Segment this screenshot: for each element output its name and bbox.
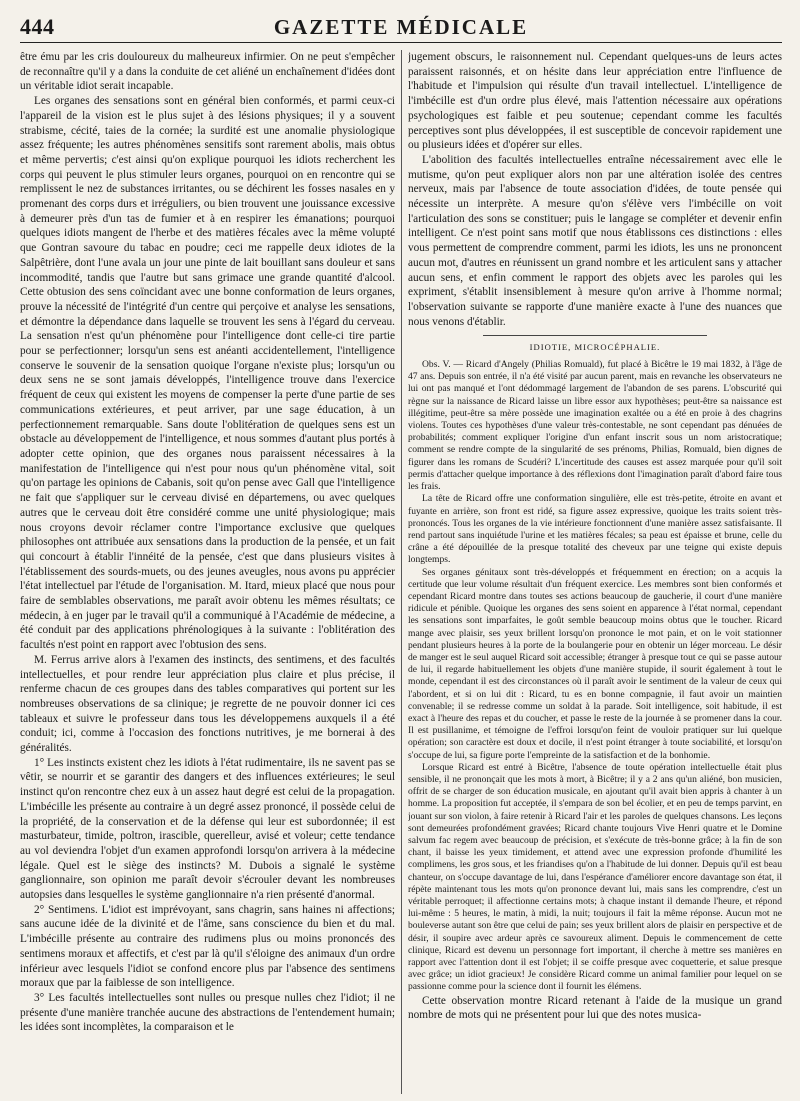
paragraph: M. Ferrus arrive alors à l'examen des instincts, des sentimens, et des facultés intellectuelles, et pour rendre leur appréciation plus claire et plus précise, il renferme chacun de ces groupes dans des tables comparatives qui portent sur les nombreuses observations de sa clinique; je regrette de ne pouvoir donner ici ces tableaux et suivre le professeur dans tous les développemens auxquels il a été conduit; ici, comme à l'occasion des fonctions nutritives, je me bornerai à des généralités. <box>20 653 395 755</box>
text-columns <box>20 50 782 1094</box>
page <box>20 14 782 1094</box>
observation-paragraph: Ses organes génitaux sont très-développés et fréquemment en érection; on a acquis la certitude que leur volume résultait d'un fréquent exercice. Les membres sont bien conformés et cependant Ricard montre dans toutes ses actions beaucoup de gaucherie, il court d'une manière ridicule et pénible. Quoique les organes des sens soient en apparence à l'état normal, cependant les sensations sont imparfaites, le goût semble beaucoup moins obtus que le toucher. Ricard mange avec plaisir, ses yeux brillent lorsqu'on prononce le mot pain, et on le voit stationner pendant plusieurs heures à la porte de la boulangerie pour en obtenir un léger morceau. Le désir de manger est le seul auquel Ricard soit accessible; étranger à presque tout ce qui se passe autour de lui, il regarde habituellement les objets d'une manière stupide, il sourit également à tout le monde, cependant il est des circonstances où il paraît avoir le sentiment de la valeur de ceux qui l'abordent, et si on lui dit : Ricard, tu es en bonne compagnie, il faut avoir un maintien convenable; il se redresse comme un soldat à la parade. Soit intelligence, soit habitude, il est exact à l'heure des repas et du coucher, et passe le reste de la journée à se promener dans la cour. Il est pusillanime, et témoigne de l'effroi lorsqu'on feint de vouloir pratiquer sur lui quelque opération; son caractère est doux et docile, il n'est point étranger à toute sociabilité, et lorsqu'on s'occupe de lui, sa figure porte l'empreinte de la satisfaction et de la bonhomie. <box>408 566 782 761</box>
page-header <box>20 14 782 43</box>
right-column <box>408 50 782 1094</box>
page-number: 444 <box>20 14 55 39</box>
observation-paragraph: Lorsque Ricard est entré à Bicêtre, l'absence de toute opération intellectuelle était plus sensible, il ne prononçait que les mots à mort, à Bicêtre; il y a 2 ans qu'un aliéné, bon musicien, offrit de se charger de son éducation musicale, en ajoutant qu'il avait bien appris à chanter à un homme. La proposition fut acceptée, il s'empara de son bel écolier, et en peu de temps parvint, en jouant sur son violon, à faire retenir à Ricard l'air et les paroles de quelques chansons. Les leçons sont demeurées profondément gravées; Ricard chante toujours Vive Henri quatre et le Domine salvum fac regem avec beaucoup de précision, et s'exécute de très-bonne grâce; à la fin de son chant, il baisse les yeux timidement, et attend avec une expression profonde d'humilité les complimens, les gros sous, et les friandises qu'on a l'habitude de lui donner. Depuis qu'il est beau chanteur, on s'occupe davantage de lui, dans l'espérance d'améliorer encore davantage son état, il répète maintenant tous les mots qu'on prononce devant lui, mais sans les comprendre, c'est un véritable perroquet; il affectionne certains mots; à chaque instant il demande l'heure, et répond lui-même : 5 heures, le matin, à midi, la nuit; toujours il fait la même réponse. Aucun mot ne bouleverse autant son être que celui de pain; ses yeux brillent alors de plaisir en perspective et de désir, il soupire avec ardeur après ce savoureux aliment. Depuis le commencement de cette clinique, Ricard est devenu un personnage fort important, il cherche à mettre ses manières en rapport avec l'attention dont il est l'objet; il se coiffe presque avec coquetterie, et salue presque avec grâce; un idiot gracieux! Je considère Ricard comme un animal familier pour lequel on se passionne comme pour la science dont il fournit les élémens. <box>408 761 782 993</box>
left-column <box>20 50 395 1094</box>
paragraph: Les organes des sensations sont en général bien conformés, et parmi ceux-ci l'appareil de la vision est le plus sujet à des lésions physiques; il y a souvent strabisme, cécité, taies de la cornée; la surdité est une anomalie physiologique assez fréquente; les autres phénomènes sensitifs sont rarement abolis, mais obtus et même pervertis; c'est ainsi qu'on explique pourquoi les idiots recherchent les corps qui peuvent le plus stimuler leurs organes, pourquoi on en rencontre qui se remplissent le nez de substances irritantes, ou se déchirent les fosses nasales en y promenant des corps durs et irréguliers, ou bien trouvent une jouissance excessive à demeurer près d'un tas de fumier et à en respirer les émanations; pourquoi quelques idiots mangent de l'herbe et des matières fécales avec la même volupté que Gontran savoure du tabac en poudre; ceci me rappelle deux idiotes de la Salpêtrière, dont l'une avala un jour une pinte de lait bouillant sans douleur et sans incommodité, tandis que l'autre but sans grimace une grande quantité d'alcool. Cette obtusion des sens coïncidant avec une bonne conformation de leurs organes, prouve la nécessité de l'intégrité d'un centre qui perçoive et analyse les sensations, et démontre la dépendance dans laquelle se trouvent les sens à l'égard du cerveau. La sensation n'est qu'un phénomène pour l'intelligence dont celle-ci tire partie pour se perfectionner; lorsqu'un sens est anéanti accidentellement, l'intelligence conserve le souvenir de la sensation quoique l'organe n'existe plus; lorsqu'un ou deux sens ne se sont jamais développés, l'intelligence trouve dans l'exercice fréquent de ceux qui existent les moyens de compenser la perte d'une partie de ses communications extérieures, et peut arriver, par une sage éducation, à un perfectionnement remarquable. Sans doute l'oblitération de quelques sens est un obstacle au développement de l'intelligence, et nous sommes d'autant plus portés à adopter cette opinion, que des organes nous paraissent nécessaires à la manifestation de l'intelligence qui n'est pour nous qu'un phénomène vital, soit qu'on partage les opinions de Cabanis, soit qu'on pense avec Gall que l'intelligence ne fait que s'appliquer sur le cerveau divisé en départemens, ou avec quelques autres que le cerveau doit être considéré comme une unité physiologique; mais nous croyons devoir réclamer contre l'importance exclusive que quelques philosophes ont attribuée aux sensations dans la production de la pensée, et un fait qui concourt à établir l'innéité de la pensée, c'est que dans plusieurs visites à l'établissement des sourds-muets, ou des jeunes aveugles, nous avons pu apprécier l'état intellectuel par l'étude de l'organisation. M. Itard, mieux placé que nous pour faire de semblables observations, me paraît avoir obtenu les mêmes résultats; ce médecin, à en juger par le travail qu'il a communiqué à l'Académie de médecine, a été conduit par des applications phrénologiques à la suivante : l'oblitération des facultés n'est point en rapport avec l'obtusion des sens. <box>20 95 395 652</box>
paragraph: 2° Sentimens. L'idiot est imprévoyant, sans chagrin, sans haines ni affections; sans aucune idée de la divinité et de l'âme, sans conscience du bien et du mal. L'imbécille présente au contraire des rudimens plus ou moins prononcés des sentimens moraux et affectifs, et c'est par là qu'il s'éloigne des animaux d'un ordre inférieur avec lesquels l'idiot se confond encore plus par l'absence des sentimens moraux que par la faiblesse de son intelligence. <box>20 903 395 990</box>
paragraph: L'abolition des facultés intellectuelles entraîne nécessairement avec elle le mutisme, qu'on peut expliquer alors non par une altération isolée des centres nerveux, mais par l'absence de toute association d'idées, de toute pensée qui nécessite un interprète. A mesure qu'on s'élève vers l'imbécille on voit l'articulation des sons se constituer; puis le langage se compléter et devenir enfin intelligent. Ce n'est point sans motif que nous établissons ces distinctions : elles vous permettent de comprendre comment, parmi les idiots, les uns ne prononcent aucun mot, d'autres en réunissent un grand nombre et les articulent sans y attacher aucun sens, et enfin comment le rapport des objets avec les paroles qui les expriment, s'établit insensiblement à mesure qu'on arrive à l'homme normal; l'observation suivante se rapporte d'une manière exacte à l'une des nuances que nous venons d'établir. <box>408 153 782 328</box>
section-heading: IDIOTIE, MICROCÉPHALIE. <box>483 335 707 355</box>
observation-block <box>408 359 782 994</box>
paragraph: jugement obscurs, le raisonnement nul. Cependant quelques-uns de leurs actes paraissent raisonnés, et on hésite dans leur appréciation entre l'influence de l'habitude et l'impulsion qui résulte d'un travail intellectuel. L'intelligence de l'imbécille est d'un ordre plus élevé, mais l'attention nécessaire aux opérations psychologiques est faible et peu soutenue; cependant comme les facultés perceptives sont plus développées, il est susceptible de concevoir rapidement une ou plusieurs idées et d'opérer sur elles. <box>408 51 782 152</box>
paragraph: être ému par les cris douloureux du malheureux infirmier. On ne peut s'empêcher de reconnaître qu'il y a dans la conduite de cet aliéné un enchaînement d'idées dont un véritable idiot serait incapable. <box>20 51 395 93</box>
paragraph: 1° Les instincts existent chez les idiots à l'état rudimentaire, ils ne savent pas se vêtir, se nourrir et se garantir des dangers et des influences extérieures; le seul instinct qu'on rencontre chez eux à un assez haut degré est celui de la propagation. L'imbécille les présente au contraire à un degré assez prononcé, il possède celui de la propriété, de la conservation et de la défense qui leur est subordonnée; il est masturbateur, timide, poltron, irascible, querelleur, avisé et voleur; cette tendance au vol deviendra l'objet d'un examen approfondi lorsqu'on arrivera à la médecine légale. Quel est le siège des instincts? M. Dubois a signalé le système ganglionnaire, son opinion me paraît devoir s'écrouler devant les nombreuses autopsies dans lesquelles le système ganglionnaire n'a rien présenté d'anormal. <box>20 756 395 902</box>
paragraph: 3° Les facultés intellectuelles sont nulles ou presque nulles chez l'idiot; il ne présente d'une manière tranchée aucune des abstractions de l'entendement humain; les idées sont incomplètes, la comparaison et le <box>20 992 395 1034</box>
journal-title: GAZETTE MÉDICALE <box>273 15 529 39</box>
column-divider <box>401 50 402 1094</box>
observation-paragraph: La tête de Ricard offre une conformation singulière, elle est très-petite, étroite en avant et fuyante en arrière, son front est ridé, sa figure assez expressive, quoique les traits soient très-prononcés. Tous les organes de la vie intérieure fonctionnent d'une manière assez satisfaisante. Il rend partout sans inquiétude l'urine et les matières fécales; sa peau est épaisse et brune, celle du crâne a été dépouillée de la presque totalité des cheveux par une teigne qui existe depuis longtemps. <box>408 493 782 566</box>
paragraph: Cette observation montre Ricard retenant à l'aide de la musique un grand nombre de mots qui ne présentent pour lui que des notes musica- <box>408 994 782 1022</box>
observation-paragraph: Obs. V. — Ricard d'Angely (Philias Romuald), fut placé à Bicêtre le 19 mai 1832, à l'âge de 47 ans. Depuis son entrée, il n'a été visité par aucun parent, mais en revanche les observateurs ne lui ont pas manqué et l'ont dédommagé largement de l'abandon de ses parens. L'obscurité qui règne sur la naissance de Ricard laisse un libre essor aux hypothèses; peut-être sa naissance est illégitime, peut-être sa mère possède une imagination exaltée ou a été en proie à des chagrins violens. Toutes ces hypothèses d'une valeur très-contestable, ne sont cependant pas dénuées de probabilités; comment expliquer l'origine d'un enfant inscrit sous un nom aristocratique; comment se rendre compte de la singularité de ses prénoms, Philias, Romuald, bien dignes de figurer dans les romans de Scudéri? L'incertitude des causes est assez marquée pour qu'il soit permis d'attacher quelque importance à des réflexions dont l'imagination paraît d'abord faire tous les frais. <box>408 359 782 493</box>
